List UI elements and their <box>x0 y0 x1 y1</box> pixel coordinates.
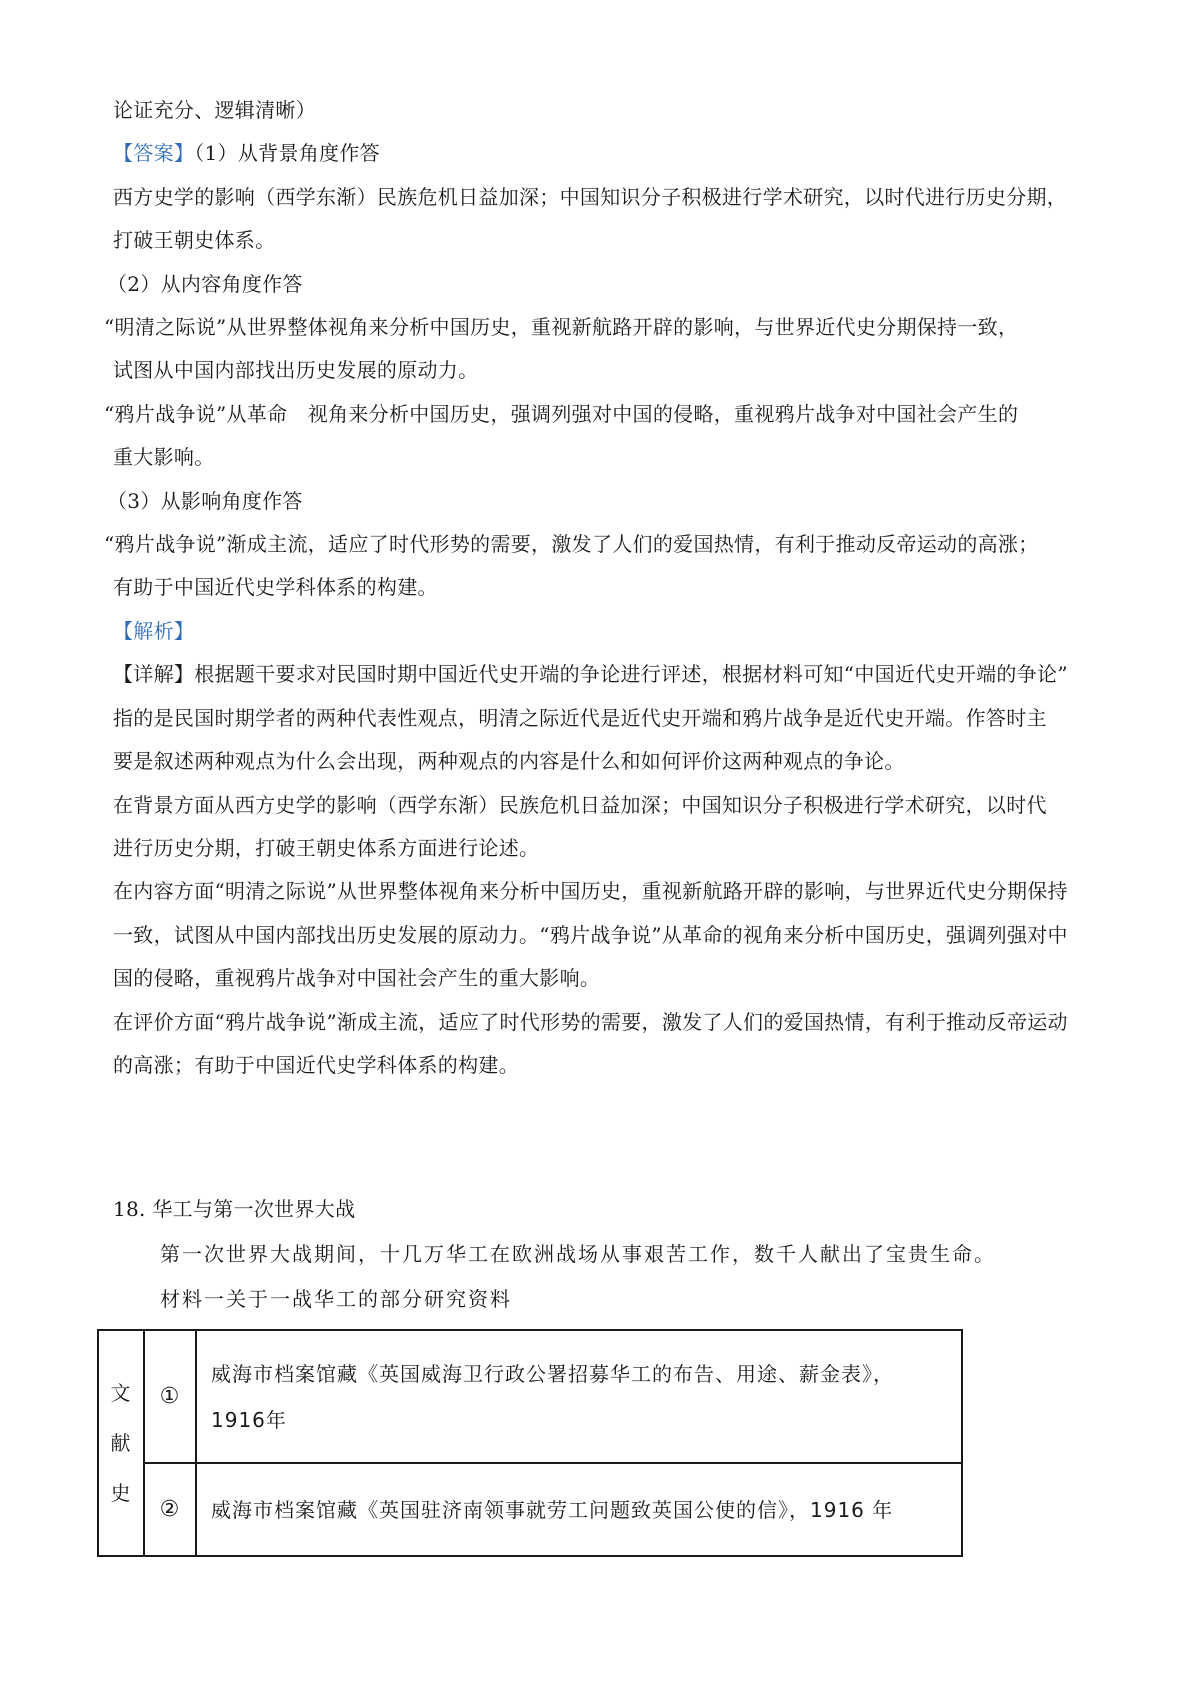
answer-p2-title: （2）从内容角度作答 <box>107 272 303 296</box>
category-label: 文献史 <box>110 1381 132 1505</box>
analysis-content-line: 在内容方面“明清之际说”从世界整体视角来分析中国历史，重视新航路开辟的影响，与世界近代史分期保持 <box>113 879 1068 903</box>
category-cell <box>98 1330 144 1556</box>
answer-p3-line: “鸦片战争说”渐成主流，适应了时代形势的需要，激发了人们的爱国热情，有利于推动反帝运动的高涨； <box>104 532 1039 556</box>
analysis-background-line: 进行历史分期，打破王朝史体系方面进行论述。 <box>113 836 540 860</box>
analysis-evaluation-line: 在评价方面“鸦片战争说”渐成主流，适应了时代形势的需要，激发了人们的爱国热情，有利于推动反帝运动 <box>113 1010 1068 1034</box>
answer-p2-line: “明清之际说”从世界整体视角来分析中国历史，重视新航路开辟的影响，与世界近代史分期保持一致， <box>104 315 1019 339</box>
question-18-intro: 第一次世界大战期间，十几万华工在欧洲战场从事艰苦工作，数千人献出了宝贵生命。 <box>160 1242 996 1266</box>
intro-tail-text: 论证充分、逻辑清晰） <box>113 98 316 122</box>
detail-tag: 【详解】 <box>113 662 195 686</box>
answer-tag: 【答案】 <box>113 141 195 165</box>
answer-p1-heading <box>113 139 380 167</box>
row-number: ② <box>144 1463 196 1556</box>
question-18-title: 18. 华工与第一次世界大战 <box>113 1197 356 1221</box>
answer-p1-line: 西方史学的影响（西学东渐）民族危机日益加深；中国知识分子积极进行学术研究，以时代进行历史分期， <box>113 185 1068 209</box>
analysis-tag: 【解析】 <box>113 619 195 643</box>
research-materials-table <box>97 1329 963 1557</box>
table-row <box>98 1330 962 1463</box>
answer-p2-line: 重大影响。 <box>113 445 215 469</box>
row-description: 威海市档案馆藏《英国威海卫行政公署招募华工的布告、用途、薪金表》，1916年 <box>196 1330 962 1463</box>
analysis-content-line: 一致，试图从中国内部找出历史发展的原动力。“鸦片战争说”从革命的视角来分析中国历史，强调列强对中 <box>113 923 1068 947</box>
row-description: 威海市档案馆藏《英国驻济南领事就劳工问题致英国公使的信》，1916 年 <box>196 1463 962 1556</box>
answer-p2-line: 试图从中国内部找出历史发展的原动力。 <box>113 358 479 382</box>
analysis-content-line: 国的侵略，重视鸦片战争对中国社会产生的重大影响。 <box>113 966 601 990</box>
analysis-detail-line <box>113 660 1068 688</box>
material-one-title: 材料一关于一战华工的部分研究资料 <box>160 1287 512 1311</box>
answer-p3-line: 有助于中国近代史学科体系的构建。 <box>113 575 438 599</box>
analysis-evaluation-line: 的高涨；有助于中国近代史学科体系的构建。 <box>113 1053 519 1077</box>
detail-text: 根据题干要求对民国时期中国近代史开端的争论进行评述，根据材料可知“中国近代史开端的争论” <box>194 662 1068 686</box>
analysis-detail-line: 要是叙述两种观点为什么会出现，两种观点的内容是什么和如何评价这两种观点的争论。 <box>113 749 905 773</box>
table-row <box>98 1463 962 1556</box>
answer-p3-title: （3）从影响角度作答 <box>107 489 303 513</box>
analysis-detail-line: 指的是民国时期学者的两种代表性观点，明清之际近代是近代史开端和鸦片战争是近代史开端。作答时主 <box>113 706 1047 730</box>
answer-p1-title: （1）从背景角度作答 <box>194 141 380 165</box>
answer-p2-line: “鸦片战争说”从革命 视角来分析中国历史，强调列强对中国的侵略，重视鸦片战争对中国社会产生的 <box>104 402 1019 426</box>
row-number: ① <box>144 1330 196 1463</box>
analysis-background-line: 在背景方面从西方史学的影响（西学东渐）民族危机日益加深；中国知识分子积极进行学术研究，以时代 <box>113 793 1047 817</box>
answer-p1-line: 打破王朝史体系。 <box>113 228 276 252</box>
